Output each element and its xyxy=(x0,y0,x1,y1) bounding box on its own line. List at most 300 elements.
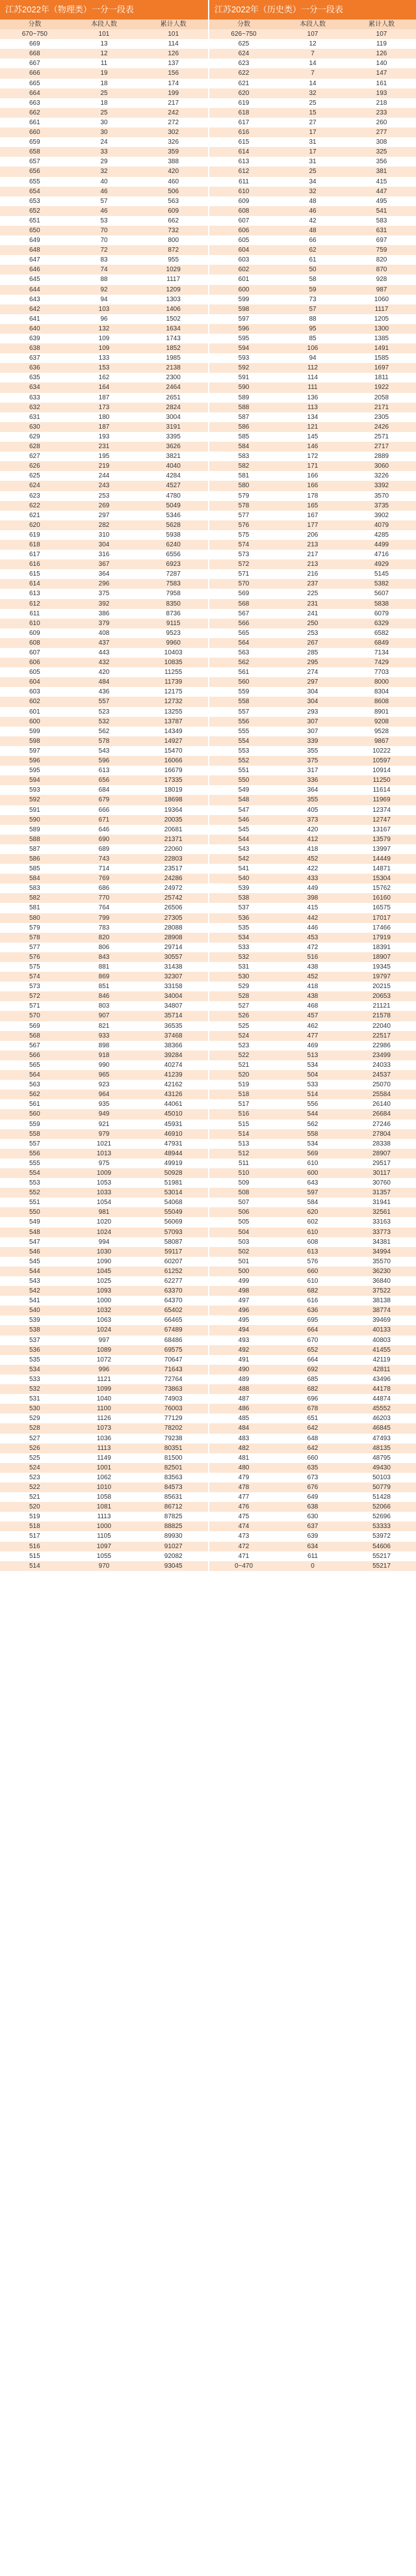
score-cell: 535 xyxy=(238,924,250,932)
count-cell: 132 xyxy=(98,325,110,332)
count-cell: 219 xyxy=(98,463,110,470)
cumulative-cell: 359 xyxy=(168,148,179,156)
count-cell: 696 xyxy=(307,1395,318,1403)
cumulative-cell: 820 xyxy=(376,256,387,264)
table-row xyxy=(209,1139,416,1149)
score-cell: 606 xyxy=(238,226,250,234)
score-cell: 484 xyxy=(238,1425,250,1432)
cumulative-cell: 79238 xyxy=(164,1434,183,1442)
cumulative-cell: 13255 xyxy=(164,708,183,716)
score-cell: 569 xyxy=(238,590,250,598)
count-cell: 74 xyxy=(100,266,108,274)
score-cell: 516 xyxy=(238,1110,250,1118)
count-cell: 14 xyxy=(309,79,317,87)
count-cell: 42 xyxy=(309,217,317,224)
table-row xyxy=(209,962,416,972)
table-row xyxy=(209,1384,416,1394)
table-row xyxy=(209,1090,416,1099)
table-row xyxy=(209,1325,416,1335)
count-cell: 53 xyxy=(100,217,108,224)
cumulative-cell: 3735 xyxy=(374,502,389,509)
count-cell: 799 xyxy=(98,914,110,922)
score-cell: 654 xyxy=(29,187,40,195)
table-row xyxy=(0,1228,208,1237)
score-cell: 561 xyxy=(238,669,250,677)
cumulative-cell: 46203 xyxy=(372,1415,391,1423)
count-cell: 611 xyxy=(307,1552,318,1560)
table-row xyxy=(209,295,416,304)
count-cell: 375 xyxy=(307,757,318,765)
cumulative-cell: 2058 xyxy=(374,394,389,401)
table-row xyxy=(0,1394,208,1404)
count-cell: 437 xyxy=(98,639,110,647)
cumulative-cell: 24286 xyxy=(164,875,183,883)
count-cell: 608 xyxy=(307,1238,318,1246)
count-cell: 57 xyxy=(100,197,108,205)
score-cell: 495 xyxy=(238,1317,250,1324)
table-row xyxy=(209,1001,416,1011)
cumulative-cell: 4499 xyxy=(374,541,389,548)
score-cell: 521 xyxy=(29,1494,40,1501)
count-cell: 1100 xyxy=(97,1405,111,1413)
cumulative-cell: 29714 xyxy=(164,943,183,951)
score-cell: 481 xyxy=(238,1454,250,1462)
score-cell: 557 xyxy=(238,708,250,716)
count-cell: 420 xyxy=(98,669,110,677)
count-cell: 11 xyxy=(100,60,108,68)
table-row xyxy=(209,727,416,736)
score-cell: 520 xyxy=(238,1071,250,1079)
count-cell: 30 xyxy=(100,129,108,137)
cumulative-cell: 3060 xyxy=(374,463,389,470)
score-cell: 535 xyxy=(29,1356,40,1363)
table-row xyxy=(209,1228,416,1237)
cumulative-cell: 31941 xyxy=(372,1199,391,1207)
score-cell: 582 xyxy=(238,463,250,470)
cumulative-cell: 41239 xyxy=(164,1071,183,1079)
score-cell: 563 xyxy=(238,649,250,656)
count-cell: 643 xyxy=(307,1179,318,1187)
header-score: 分数 xyxy=(237,21,250,28)
count-cell: 1045 xyxy=(96,1267,112,1275)
score-cell: 615 xyxy=(29,570,40,578)
table-row xyxy=(209,844,416,854)
score-cell: 510 xyxy=(238,1169,250,1177)
table-row xyxy=(0,1041,208,1051)
table-row xyxy=(209,1080,416,1090)
table-row xyxy=(209,1355,416,1365)
cumulative-cell: 13579 xyxy=(372,835,391,843)
score-cell: 618 xyxy=(238,109,250,116)
cumulative-cell: 53333 xyxy=(372,1523,391,1531)
table-row xyxy=(0,432,208,442)
cumulative-cell: 25742 xyxy=(164,894,183,902)
cumulative-cell: 18391 xyxy=(372,943,391,951)
score-cell: 611 xyxy=(239,178,249,185)
count-cell: 88 xyxy=(100,276,108,284)
score-cell: 605 xyxy=(29,669,40,677)
score-cell: 541 xyxy=(29,1297,40,1305)
score-cell: 572 xyxy=(238,561,250,569)
score-cell: 663 xyxy=(29,99,40,107)
table-row xyxy=(209,187,416,196)
score-cell: 613 xyxy=(238,158,250,166)
cumulative-cell: 92082 xyxy=(164,1552,183,1560)
count-cell: 72 xyxy=(100,247,108,254)
count-cell: 101 xyxy=(98,31,110,38)
table-row xyxy=(209,1168,416,1178)
score-cell: 547 xyxy=(29,1238,40,1246)
table-row xyxy=(209,1561,416,1571)
table-row xyxy=(209,1051,416,1060)
score-cell: 625 xyxy=(238,40,250,48)
count-cell: 59 xyxy=(309,286,317,293)
cumulative-cell: 23517 xyxy=(164,865,183,873)
count-cell: 1097 xyxy=(96,1542,112,1550)
cumulative-cell: 45010 xyxy=(164,1110,183,1118)
table-row xyxy=(209,285,416,295)
table-row xyxy=(0,403,208,412)
count-cell: 970 xyxy=(98,1562,110,1570)
count-cell: 112 xyxy=(307,364,318,372)
score-cell: 602 xyxy=(29,698,40,706)
table-row xyxy=(209,314,416,324)
score-cell: 551 xyxy=(29,1199,40,1207)
count-cell: 613 xyxy=(307,1248,318,1255)
score-cell: 651 xyxy=(29,217,40,224)
score-cell: 658 xyxy=(29,148,40,156)
cumulative-cell: 2426 xyxy=(374,423,389,431)
table-row xyxy=(209,226,416,235)
cumulative-cell: 800 xyxy=(168,237,179,245)
table-row xyxy=(209,559,416,569)
table-row xyxy=(209,196,416,206)
count-cell: 48 xyxy=(309,226,317,234)
cumulative-cell: 34381 xyxy=(372,1238,391,1246)
count-cell: 1055 xyxy=(96,1552,112,1560)
cumulative-cell: 12374 xyxy=(372,806,391,814)
table-row xyxy=(0,1207,208,1217)
score-cell: 537 xyxy=(238,904,250,912)
cumulative-cell: 54068 xyxy=(164,1199,183,1207)
cumulative-cell: 29517 xyxy=(372,1159,391,1167)
table-row xyxy=(209,501,416,511)
cumulative-cell: 17017 xyxy=(372,914,391,922)
count-cell: 206 xyxy=(307,531,318,539)
score-cell: 578 xyxy=(238,502,250,509)
cumulative-cell: 43126 xyxy=(164,1091,183,1099)
table-row xyxy=(209,1149,416,1159)
table-row xyxy=(0,559,208,569)
cumulative-cell: 4285 xyxy=(374,531,389,539)
count-cell: 935 xyxy=(98,1101,110,1108)
count-cell: 1053 xyxy=(96,1179,112,1187)
count-cell: 666 xyxy=(98,806,110,814)
cumulative-cell: 260 xyxy=(376,118,387,126)
cumulative-cell: 45931 xyxy=(164,1120,183,1128)
table-row xyxy=(209,373,416,382)
score-cell: 527 xyxy=(29,1434,40,1442)
count-cell: 660 xyxy=(307,1267,318,1275)
count-cell: 46 xyxy=(100,187,108,195)
table-row xyxy=(0,933,208,943)
table-row xyxy=(0,265,208,275)
table-row xyxy=(209,1198,416,1207)
table-row xyxy=(209,324,416,334)
cumulative-cell: 174 xyxy=(168,79,179,87)
count-cell: 596 xyxy=(98,757,110,765)
cumulative-cell: 87825 xyxy=(164,1513,183,1521)
cumulative-cell: 26684 xyxy=(372,1110,391,1118)
table-row xyxy=(209,991,416,1001)
table-row xyxy=(209,1365,416,1375)
table-row xyxy=(0,68,208,78)
table-row xyxy=(0,295,208,304)
cumulative-cell: 67489 xyxy=(164,1326,183,1334)
table-row xyxy=(0,1159,208,1168)
table-row xyxy=(209,442,416,451)
count-cell: 408 xyxy=(98,629,110,637)
count-cell: 121 xyxy=(307,423,318,431)
table-row xyxy=(0,1512,208,1522)
count-cell: 1040 xyxy=(96,1395,112,1403)
table-row xyxy=(0,471,208,481)
cumulative-cell: 233 xyxy=(376,109,387,116)
cumulative-cell: 32561 xyxy=(372,1209,391,1216)
count-cell: 1149 xyxy=(97,1454,111,1462)
score-cell: 533 xyxy=(238,943,250,951)
score-cell: 579 xyxy=(29,924,40,932)
score-cell: 578 xyxy=(29,933,40,941)
count-cell: 166 xyxy=(307,472,318,480)
score-cell: 607 xyxy=(238,217,250,224)
count-cell: 392 xyxy=(98,600,110,608)
table-row xyxy=(209,1247,416,1257)
table-row xyxy=(209,1159,416,1168)
table-row xyxy=(209,511,416,520)
table-row xyxy=(209,353,416,363)
cumulative-cell: 3395 xyxy=(166,433,181,440)
table-row xyxy=(0,697,208,706)
table-row xyxy=(209,1443,416,1453)
table-row xyxy=(209,1109,416,1119)
cumulative-cell: 76003 xyxy=(164,1405,183,1413)
score-cell: 590 xyxy=(238,384,250,392)
score-cell: 666 xyxy=(29,70,40,77)
table-row xyxy=(0,285,208,295)
cumulative-cell: 1585 xyxy=(374,355,389,362)
score-cell: 544 xyxy=(238,835,250,843)
count-cell: 30 xyxy=(100,118,108,126)
count-cell: 634 xyxy=(307,1542,318,1550)
score-cell: 476 xyxy=(238,1503,250,1511)
cumulative-cell: 9960 xyxy=(166,639,181,647)
table-row xyxy=(209,736,416,746)
score-cell: 635 xyxy=(29,374,40,382)
count-cell: 881 xyxy=(98,963,110,971)
table-row xyxy=(0,599,208,609)
cumulative-cell: 3191 xyxy=(166,423,181,431)
score-cell: 0~470 xyxy=(234,1562,254,1570)
score-cell: 509 xyxy=(238,1179,250,1187)
table-row xyxy=(209,1217,416,1227)
count-cell: 949 xyxy=(98,1110,110,1118)
table-row xyxy=(0,226,208,235)
cumulative-cell: 3570 xyxy=(374,492,389,500)
score-cell: 500 xyxy=(238,1267,250,1275)
cumulative-cell: 52696 xyxy=(372,1513,391,1521)
score-cell: 506 xyxy=(238,1209,250,1216)
score-cell: 475 xyxy=(238,1513,250,1521)
table-row xyxy=(209,1099,416,1109)
score-cell: 636 xyxy=(29,364,40,372)
table-row xyxy=(209,707,416,717)
cumulative-cell: 42811 xyxy=(372,1365,391,1373)
score-cell: 487 xyxy=(238,1395,250,1403)
count-cell: 764 xyxy=(98,904,110,912)
count-cell: 656 xyxy=(98,777,110,785)
count-cell: 613 xyxy=(98,767,110,775)
table-body xyxy=(0,29,208,1571)
cumulative-cell: 33163 xyxy=(372,1218,391,1226)
table-row xyxy=(0,1404,208,1414)
cumulative-cell: 326 xyxy=(168,139,179,146)
score-cell: 597 xyxy=(29,747,40,755)
cumulative-cell: 60207 xyxy=(164,1257,183,1265)
score-cell: 652 xyxy=(29,207,40,215)
table-row xyxy=(0,177,208,187)
table-row xyxy=(0,216,208,226)
table-row xyxy=(0,1217,208,1227)
cumulative-cell: 27246 xyxy=(372,1120,391,1128)
count-cell: 1025 xyxy=(96,1278,112,1285)
score-cell: 608 xyxy=(29,639,40,647)
count-cell: 420 xyxy=(307,825,318,833)
count-cell: 0 xyxy=(311,1562,315,1570)
cumulative-cell: 21578 xyxy=(372,1012,391,1020)
score-cell: 548 xyxy=(238,796,250,804)
cumulative-cell: 35714 xyxy=(164,1012,183,1020)
count-cell: 25 xyxy=(309,99,317,107)
count-cell: 562 xyxy=(307,1120,318,1128)
score-cell: 515 xyxy=(29,1552,40,1560)
score-cell: 479 xyxy=(238,1473,250,1481)
score-cell: 662 xyxy=(29,109,40,116)
table-row xyxy=(209,1031,416,1041)
cumulative-cell: 38774 xyxy=(372,1307,391,1315)
table-row xyxy=(0,196,208,206)
table-row xyxy=(209,1306,416,1315)
table-row xyxy=(0,157,208,167)
score-cell: 589 xyxy=(29,825,40,833)
count-cell: 17 xyxy=(309,129,317,137)
table-row xyxy=(209,451,416,461)
table-row xyxy=(209,785,416,795)
score-cell: 515 xyxy=(238,1120,250,1128)
score-cell: 560 xyxy=(29,1110,40,1118)
count-cell: 975 xyxy=(98,1159,110,1167)
score-cell: 514 xyxy=(238,1130,250,1138)
score-cell: 580 xyxy=(29,914,40,922)
cumulative-cell: 32307 xyxy=(164,973,183,981)
cumulative-cell: 89930 xyxy=(164,1533,183,1540)
score-cell: 543 xyxy=(238,845,250,853)
cumulative-cell: 26506 xyxy=(164,904,183,912)
count-cell: 783 xyxy=(98,924,110,932)
score-cell: 526 xyxy=(238,1012,250,1020)
table-row xyxy=(0,393,208,403)
count-cell: 25 xyxy=(309,168,317,176)
table-row xyxy=(209,952,416,962)
table-row xyxy=(0,1090,208,1099)
count-cell: 851 xyxy=(98,983,110,991)
cumulative-cell: 47493 xyxy=(372,1434,391,1442)
table-row xyxy=(0,569,208,579)
score-cell: 573 xyxy=(29,983,40,991)
score-cell: 526 xyxy=(29,1444,40,1452)
count-cell: 821 xyxy=(98,1022,110,1030)
cumulative-cell: 987 xyxy=(376,286,387,293)
table-body xyxy=(209,29,416,1571)
table-row xyxy=(0,1198,208,1207)
count-cell: 165 xyxy=(307,502,318,509)
cumulative-cell: 10597 xyxy=(372,757,391,765)
table-row xyxy=(209,1375,416,1384)
count-cell: 1121 xyxy=(97,1375,111,1383)
table-row xyxy=(0,412,208,422)
score-cell: 536 xyxy=(238,914,250,922)
score-cell: 529 xyxy=(29,1415,40,1423)
table-row xyxy=(209,609,416,619)
table-row xyxy=(209,137,416,147)
count-cell: 438 xyxy=(307,993,318,1000)
cumulative-cell: 70647 xyxy=(164,1356,183,1363)
cumulative-cell: 5049 xyxy=(166,502,181,509)
score-cell: 596 xyxy=(238,325,250,332)
table-row xyxy=(0,609,208,619)
cumulative-cell: 156 xyxy=(168,70,179,77)
count-cell: 996 xyxy=(98,1365,110,1373)
score-cell: 492 xyxy=(238,1346,250,1354)
count-cell: 379 xyxy=(98,619,110,627)
score-cell: 600 xyxy=(29,718,40,725)
score-cell: 508 xyxy=(238,1189,250,1197)
count-cell: 600 xyxy=(307,1169,318,1177)
cumulative-cell: 22040 xyxy=(372,1022,391,1030)
count-cell: 446 xyxy=(307,924,318,932)
table-row xyxy=(209,1286,416,1296)
cumulative-cell: 1209 xyxy=(166,286,181,293)
count-cell: 136 xyxy=(307,394,318,401)
count-cell: 133 xyxy=(98,355,110,362)
count-cell: 602 xyxy=(307,1218,318,1226)
score-cell: 570 xyxy=(29,1012,40,1020)
count-cell: 1032 xyxy=(96,1307,112,1315)
count-cell: 907 xyxy=(98,1012,110,1020)
count-cell: 584 xyxy=(307,1199,318,1207)
cumulative-cell: 2571 xyxy=(374,433,389,440)
cumulative-cell: 11255 xyxy=(164,669,183,677)
count-cell: 269 xyxy=(98,502,110,509)
table-row xyxy=(0,874,208,883)
score-cell: 573 xyxy=(238,551,250,559)
count-cell: 1099 xyxy=(96,1386,112,1393)
table-row xyxy=(0,245,208,255)
count-cell: 513 xyxy=(307,1051,318,1059)
table-row xyxy=(209,550,416,559)
table-row xyxy=(209,667,416,677)
cumulative-cell: 85631 xyxy=(164,1494,183,1501)
